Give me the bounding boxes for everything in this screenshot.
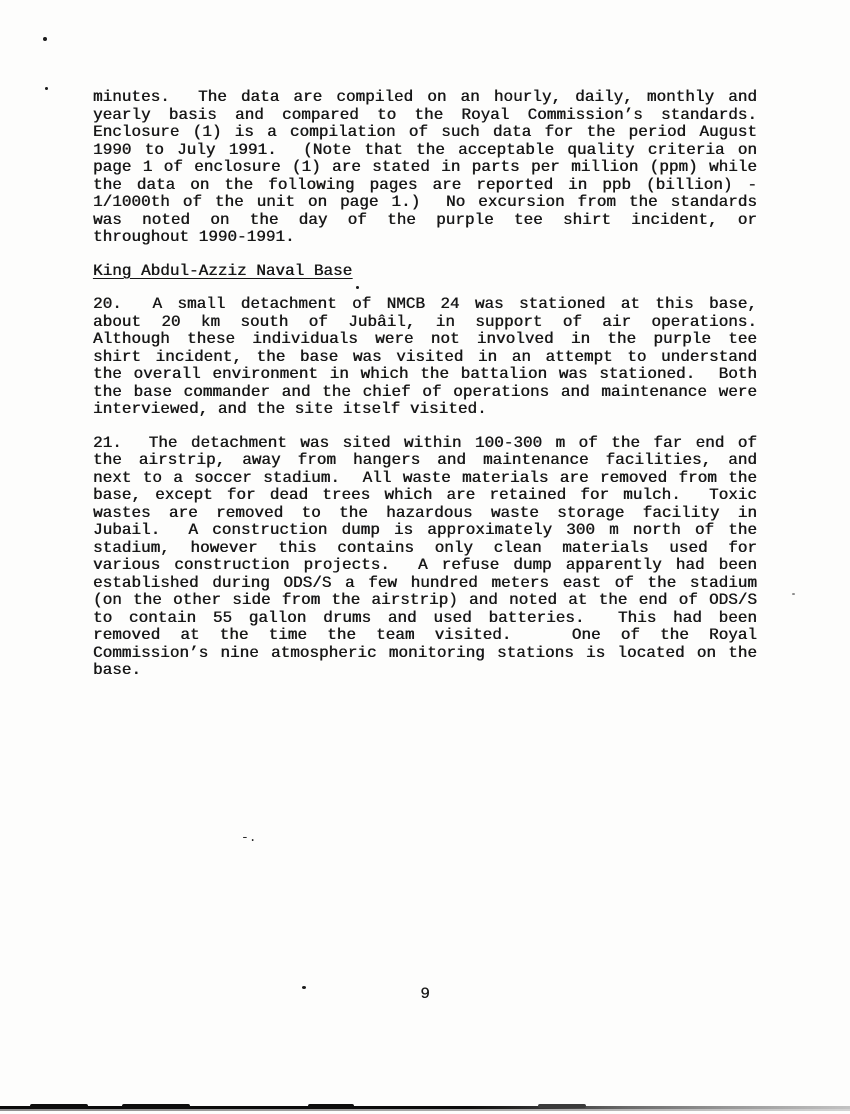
scan-edge-blob bbox=[30, 1104, 88, 1109]
text-line: interviewed, and the site itself visited. bbox=[93, 400, 487, 418]
text-line: the data on the following pages are reported in ppb (billion) - bbox=[93, 175, 757, 194]
text-line: the overall environment in which the battalion was stationed. Both bbox=[93, 365, 757, 383]
text-line: the base commander and the chief of operations and maintenance were bbox=[93, 382, 757, 401]
paragraph-21 bbox=[93, 435, 757, 680]
text-line: the airstrip, away from hangers and maintenance facilities, and bbox=[93, 451, 757, 469]
scan-noise-dot bbox=[45, 87, 48, 90]
text-line: next to a soccer stadium. All waste materials are removed from the bbox=[93, 468, 757, 487]
text-line: various construction projects. A refuse dump apparently had been bbox=[93, 556, 757, 574]
text-line: Enclosure (1) is a compilation of such data for the period August bbox=[93, 123, 757, 141]
text-line: (on the other side from the airstrip) and noted at the end of ODS/S bbox=[93, 591, 757, 609]
text-line: 1990 to July 1991. (Note that the acceptable quality criteria on bbox=[93, 140, 757, 159]
section-heading: King Abdul-Azziz Naval Base bbox=[93, 261, 353, 280]
paragraph-20 bbox=[93, 296, 757, 419]
text-line: page 1 of enclosure (1) are stated in parts per million (ppm) while bbox=[93, 158, 757, 176]
scan-edge-blob bbox=[122, 1104, 190, 1109]
document-body bbox=[93, 89, 757, 680]
scan-edge-blob bbox=[538, 1104, 586, 1108]
text-line: wastes are removed to the hazardous waste storage facility in bbox=[93, 503, 757, 522]
scan-noise-dot bbox=[792, 593, 795, 595]
text-line: stadium, however this contains only clean materials used for bbox=[93, 538, 757, 557]
text-line: base, except for dead trees which are retained for mulch. Toxic bbox=[93, 486, 757, 504]
text-line: throughout 1990-1991. bbox=[93, 228, 295, 246]
scan-edge-blob bbox=[308, 1104, 354, 1109]
text-line: established during ODS/S a few hundred meters east of the stadium bbox=[93, 573, 757, 592]
text-line: to contain 55 gallon drums and used batteries. This had been bbox=[93, 608, 757, 627]
text-line: removed at the time the team visited. One of the Royal bbox=[93, 626, 757, 644]
text-line: shirt incident, the base was visited in an attempt to understand bbox=[93, 347, 757, 366]
text-line: 21. The detachment was sited within 100-300 m of the far end of bbox=[93, 433, 757, 452]
text-line: 20. A small detachment of NMCB 24 was stationed at this base, bbox=[93, 295, 757, 313]
text-line: yearly basis and compared to the Royal Commission’s standards. bbox=[93, 105, 757, 124]
text-line: 1/1000th of the unit on page 1.) No excursion from the standards bbox=[93, 193, 757, 211]
text-line: Although these individuals were not involved in the purple tee bbox=[93, 330, 757, 348]
text-line: about 20 km south of Jubâil, in support of air operations. bbox=[93, 312, 757, 331]
paragraph-continuation bbox=[93, 89, 757, 247]
scan-noise-dot bbox=[43, 37, 47, 41]
text-line: minutes. The data are compiled on an hourly, daily, monthly and bbox=[93, 88, 757, 106]
text-line: Jubail. A construction dump is approximately 300 m north of the bbox=[93, 521, 757, 539]
text-line: was noted on the day of the purple tee shirt incident, or bbox=[93, 210, 757, 229]
text-line: base. bbox=[93, 661, 142, 679]
page-number: 9 bbox=[420, 985, 430, 1003]
text-line: Commission’s nine atmospheric monitoring stations is located on the bbox=[93, 643, 757, 662]
scan-edge-band-secondary bbox=[0, 1109, 850, 1111]
scan-stray-mark: -. bbox=[241, 830, 257, 845]
